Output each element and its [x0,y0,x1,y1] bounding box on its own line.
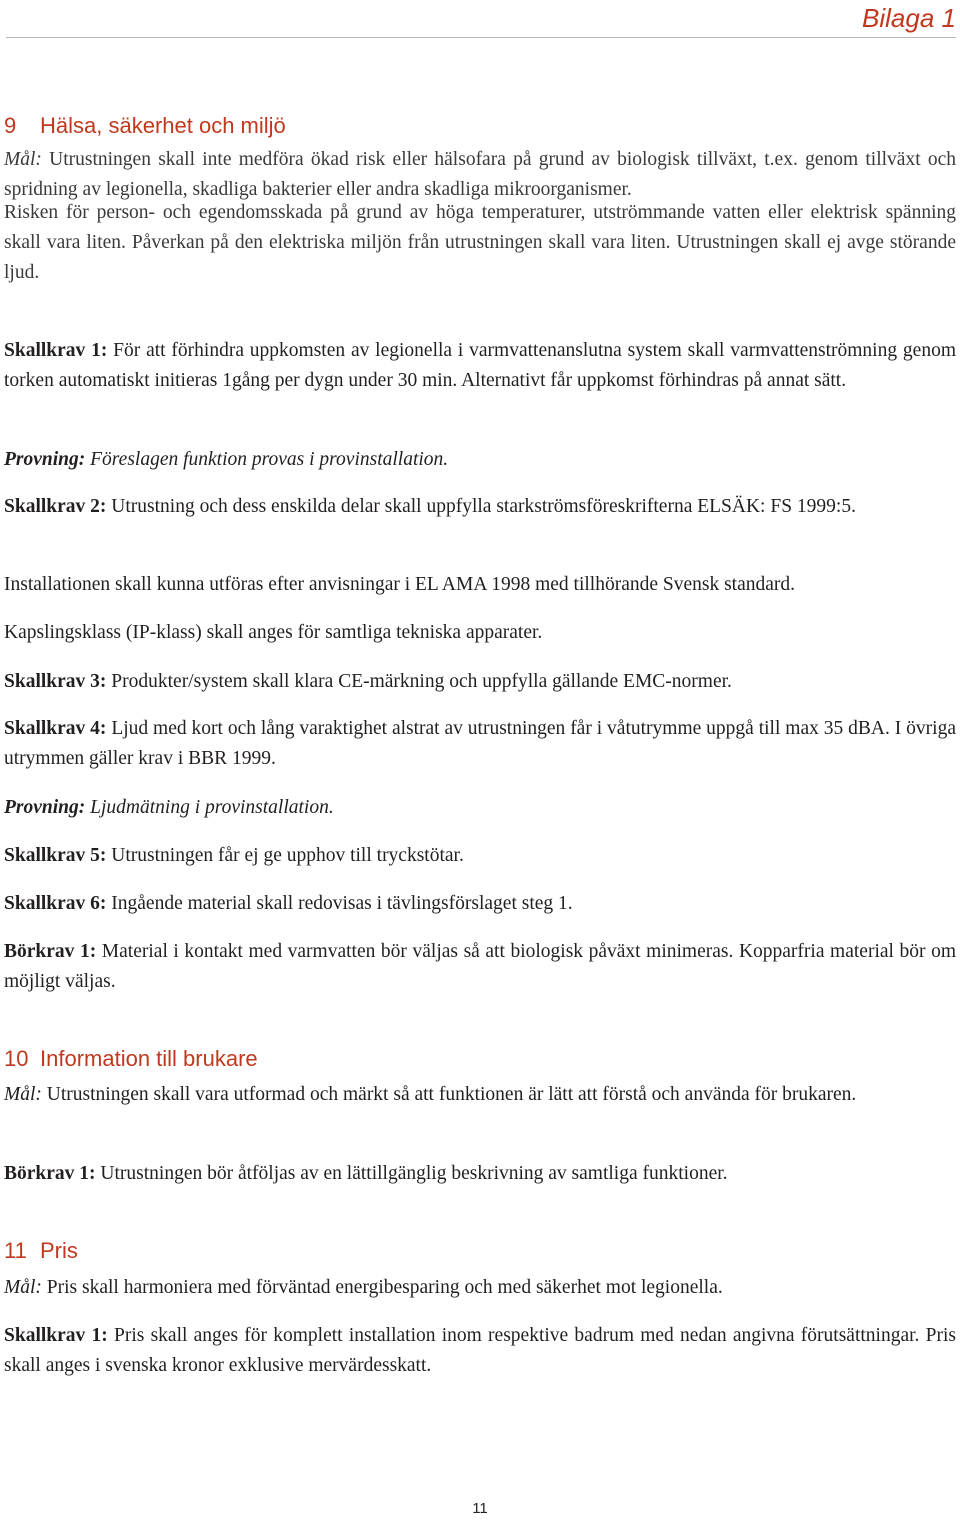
requirement-label: Skallkrav 1: [4,1325,108,1346]
s9-risk [4,198,956,288]
goal-text: Utrustningen skall inte medföra ökad risk eller hälsofara på grund av biologisk tillväxt, t.ex. genom tillväxt och spridning av legionella, skadliga bakterier eller andra skadliga mikroorganismer. [4,149,956,200]
s9-test1 [4,445,956,475]
s11-goal [4,1273,956,1303]
risk-text: Risken för person- och egendomsskada på grund av höga temperaturer, utströmmande vatten eller elektrisk spänning skall vara liten. Påverkan på den elektriska miljön från utrustningen skall vara liten. Utrustningen skall ej avge störande ljud. [4,202,956,283]
s11-req1 [4,1321,956,1381]
appendix-title: Bilaga 1 [862,3,956,33]
recommendation-label: Börkrav 1: [4,941,97,962]
install-text: Installationen skall kunna utföras efter anvisningar i EL AMA 1998 med tillhörande Svensk standard. [4,574,796,595]
section-title: Pris [40,1238,78,1263]
test-text: Föreslagen funktion provas i provinstallation. [85,449,449,470]
s10-goal [4,1080,956,1110]
s9-goal [4,145,956,205]
test-label: Provning: [4,797,86,818]
s9-ip [4,618,956,648]
page-header [0,0,960,40]
s9-install [4,570,956,600]
goal-label: Mål: [4,1084,42,1105]
s9-req4 [4,714,956,774]
recommendation-text: Material i kontakt med varmvatten bör väljas så att biologisk påväxt minimeras. Kopparfria material bör om möjligt väljas. [4,941,957,992]
section-number: 10 [4,1046,29,1071]
page-number: 11 [472,1500,488,1517]
s10-should1 [4,1159,956,1189]
goal-label: Mål: [4,1277,42,1298]
recommendation-label: Börkrav 1: [4,1163,96,1184]
requirement-text: Utrustningen får ej ge upphov till tryckstötar. [106,845,464,866]
test-label: Provning: [4,449,86,470]
requirement-text: Pris skall anges för komplett installation inom respektive badrum med nedan angivna förutsättningar. Pris skall anges i svenska kronor exklusive mervärdesskatt. [4,1325,956,1376]
section-number: 9 [4,113,17,138]
s9-req6 [4,889,956,919]
goal-label: Mål: [4,149,42,170]
requirement-label: Skallkrav 1: [4,340,108,361]
s9-req3 [4,667,956,697]
goal-text: Utrustningen skall vara utformad och märkt så att funktionen är lätt att förstå och använda för brukaren. [41,1084,857,1105]
section-title: Information till brukare [40,1046,258,1071]
section-11-heading [4,1237,78,1265]
s9-req5 [4,841,956,871]
section-number: 11 [4,1238,27,1263]
ip-text: Kapslingsklass (IP-klass) skall anges för samtliga tekniska apparater. [4,622,543,643]
requirement-text: Produkter/system skall klara CE-märkning och uppfylla gällande EMC-normer. [106,671,732,692]
recommendation-text: Utrustningen bör åtföljas av en lättillgänglig beskrivning av samtliga funktioner. [95,1163,728,1184]
requirement-text: Utrustning och dess enskilda delar skall uppfylla starkströmsföreskrifterna ELSÄK: FS 1999:5. [106,496,856,517]
requirement-label: Skallkrav 6: [4,893,107,914]
s9-should1 [4,937,956,997]
header-divider [6,37,956,38]
requirement-text: Ingående material skall redovisas i tävlingsförslaget steg 1. [106,893,573,914]
section-title: Hälsa, säkerhet och miljö [40,113,286,138]
s9-req1 [4,336,956,396]
section-9-heading [4,112,286,140]
goal-text: Pris skall harmoniera med förväntad energibesparing och med säkerhet mot legionella. [41,1277,723,1298]
s9-test2 [4,793,956,823]
test-text: Ljudmätning i provinstallation. [85,797,334,818]
requirement-label: Skallkrav 4: [4,718,107,739]
section-10-heading [4,1045,258,1073]
requirement-label: Skallkrav 2: [4,496,107,517]
s9-req2 [4,492,956,522]
requirement-text: För att förhindra uppkomsten av legionella i varmvattenanslutna system skall varmvattenströmning genom torken automatiskt initieras 1gång per dygn under 30 min. Alternativt får uppkomst förhindras på annat sätt. [4,340,957,391]
requirement-label: Skallkrav 5: [4,845,107,866]
requirement-label: Skallkrav 3: [4,671,107,692]
requirement-text: Ljud med kort och lång varaktighet alstrat av utrustningen får i våtutrymme uppgå till max 35 dBA. I övriga utrymmen gäller krav i BBR 1999. [4,718,956,769]
